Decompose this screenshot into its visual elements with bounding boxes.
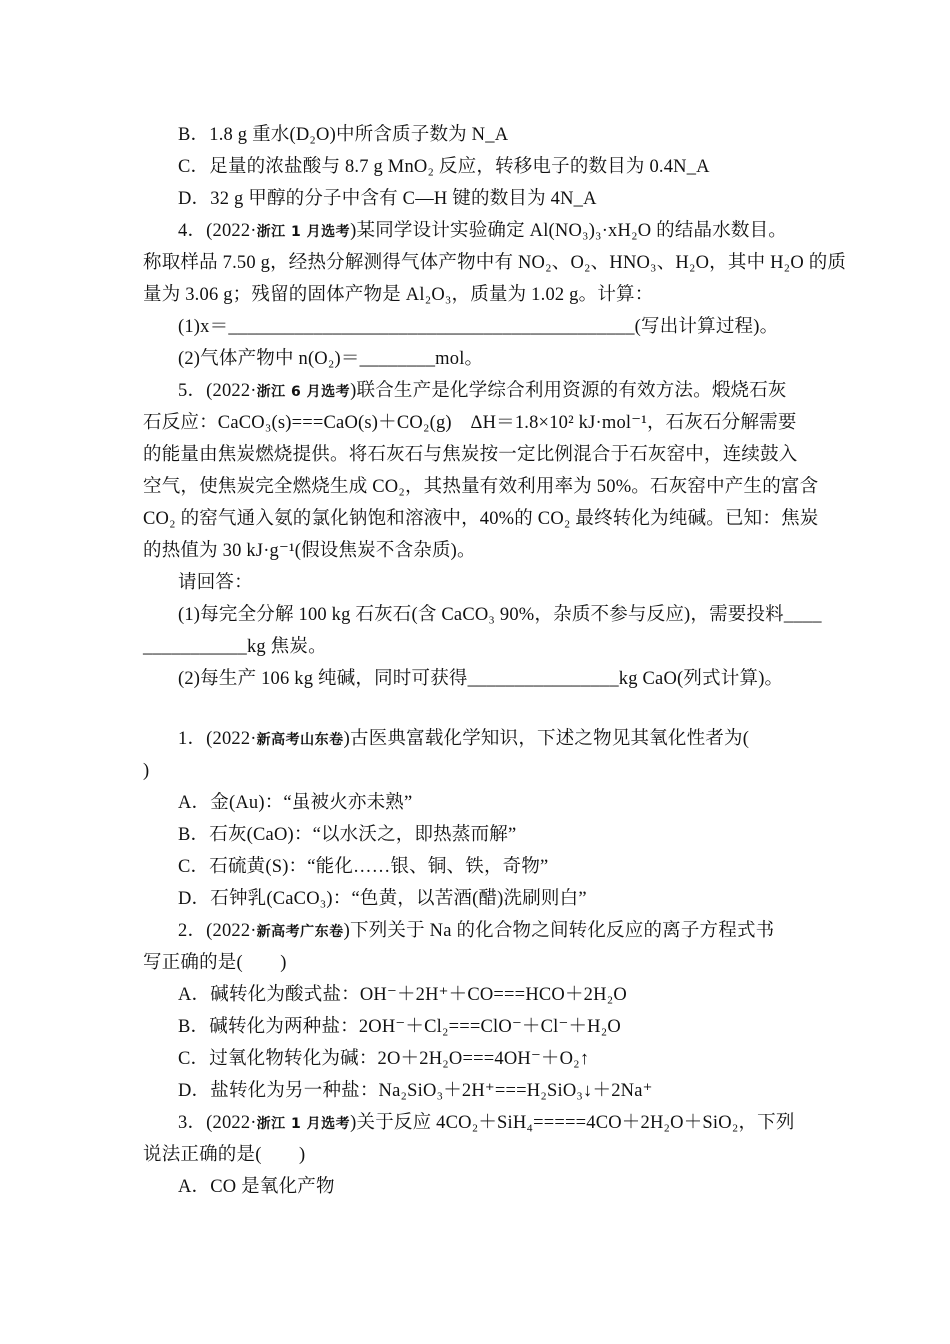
s2-q2-source: 新高考广东卷	[256, 924, 344, 940]
s2-q3-number: 3．(2022·	[178, 1113, 257, 1133]
s2-q2-option-a: A．碱转化为酸式盐：OH⁻＋2H⁺＋CO===HCO＋2H₂O	[178, 985, 627, 1005]
q4-number: 4．(2022·	[178, 221, 257, 241]
q5-stem-line4: 空气，使焦炭完全燃烧生成 CO₂，其热量有效利用率为 50%。石灰窑中产生的富含	[143, 477, 819, 497]
q5-prompt: 请回答：	[178, 573, 253, 593]
q2-option-b: B．1.8 g 重水(D₂O)中所含质子数为 N_A	[178, 125, 509, 145]
q4-stem-line3: 量为 3.06 g；残留的固体产物是 Al₂O₃，质量为 1.02 g。计算：	[143, 285, 654, 305]
q5-text: )联合生产是化学综合利用资源的有效方法。煅烧石灰	[350, 381, 787, 401]
s2-q3-stem-line1	[178, 1111, 814, 1136]
q4-source: 浙江 1 月选考	[256, 224, 351, 240]
s2-q2-option-b: B．碱转化为两种盐：2OH⁻＋Cl₂===ClO⁻＋Cl⁻＋H₂O	[178, 1017, 621, 1037]
s2-q3-option-a: A．CO 是氧化产物	[178, 1177, 335, 1197]
s2-q2-option-d: D．盐转化为另一种盐：Na₂SiO₃＋2H⁺===H₂SiO₃↓＋2Na⁺	[178, 1081, 653, 1101]
s2-q1-source: 新高考山东卷	[256, 732, 344, 748]
q2-option-c: C．足量的浓盐酸与 8.7 g MnO₂ 反应，转移电子的数目为 0.4N_A	[178, 157, 710, 177]
s2-q1-option-d: D．石钟乳(CaCO₃)：“色黄，以苦酒(醋)洗刷则白”	[178, 889, 587, 909]
s2-q1-stem-line1	[178, 727, 814, 752]
q5-stem-line5: CO₂ 的窑气通入氨的氯化钠饱和溶液中，40%的 CO₂ 最终转化为纯碱。已知：焦炭	[143, 509, 819, 529]
s2-q1-option-b: B．石灰(CaO)：“以水沃之，即热蒸而解”	[178, 825, 517, 845]
s2-q1-option-a: A．金(Au)：“虽被火亦未熟”	[178, 793, 413, 813]
s2-q2-stem-line2: 写正确的是( )	[143, 953, 287, 973]
s2-q3-source: 浙江 1 月选考	[256, 1116, 351, 1132]
s2-q1-option-c: C．石硫黄(S)：“能化……银、铜、铁，奇物”	[178, 857, 549, 877]
s2-q3-stem-line2: 说法正确的是( )	[143, 1145, 306, 1165]
s2-q1-stem-line2: )	[143, 761, 150, 781]
q4-text: )某同学设计实验确定 Al(NO₃)₃·xH₂O 的结晶水数目。	[350, 221, 788, 241]
q5-stem-line2: 石反应：CaCO₃(s)===CaO(s)＋CO₂(g) ΔH＝1.8×10² kJ·mol⁻¹，石灰石分解需要	[143, 413, 797, 433]
s2-q1-number: 1．(2022·	[178, 729, 257, 749]
q4-stem-line1	[178, 219, 814, 244]
q5-stem-line1	[178, 379, 814, 404]
s2-q2-stem-line1	[178, 919, 814, 944]
s2-q3-text: )关于反应 4CO₂＋SiH₄=====4CO＋2H₂O＋SiO₂，下列	[350, 1113, 795, 1133]
q5-subquestion-1-cont: ___________kg 焦炭。	[143, 637, 327, 657]
s2-q1-text: )古医典富载化学知识，下述之物见其氧化性者为(	[343, 729, 750, 749]
s2-q2-text: )下列关于 Na 的化合物之间转化反应的离子方程式书	[343, 921, 775, 941]
q2-option-d: D．32 g 甲醇的分子中含有 C—H 键的数目为 4N_A	[178, 189, 597, 209]
q4-subquestion-1: (1)x＝___________________________________________(写出计算过程)。	[178, 317, 779, 337]
q4-subquestion-2: (2)气体产物中 n(O₂)＝________mol。	[178, 349, 484, 369]
q5-subquestion-2: (2)每生产 106 kg 纯碱，同时可获得________________kg CaO(列式计算)。	[178, 669, 784, 689]
s2-q2-number: 2．(2022·	[178, 921, 257, 941]
q5-stem-line3: 的能量由焦炭燃烧提供。将石灰石与焦炭按一定比例混合于石灰窑中，连续鼓入	[143, 445, 798, 465]
q5-stem-line6: 的热值为 30 kJ·g⁻¹(假设焦炭不含杂质)。	[143, 541, 476, 561]
q4-stem-line2: 称取样品 7.50 g，经热分解测得气体产物中有 NO₂、O₂、HNO₃、H₂O，其中 H₂O 的质	[143, 253, 847, 273]
q5-number: 5．(2022·	[178, 381, 257, 401]
q5-source: 浙江 6 月选考	[256, 384, 351, 400]
q5-subquestion-1: (1)每完全分解 100 kg 石灰石(含 CaCO₃ 90%，杂质不参与反应)，需要投料____	[178, 605, 822, 625]
s2-q2-option-c: C．过氧化物转化为碱：2O＋2H₂O===4OH⁻＋O₂↑	[178, 1049, 590, 1069]
